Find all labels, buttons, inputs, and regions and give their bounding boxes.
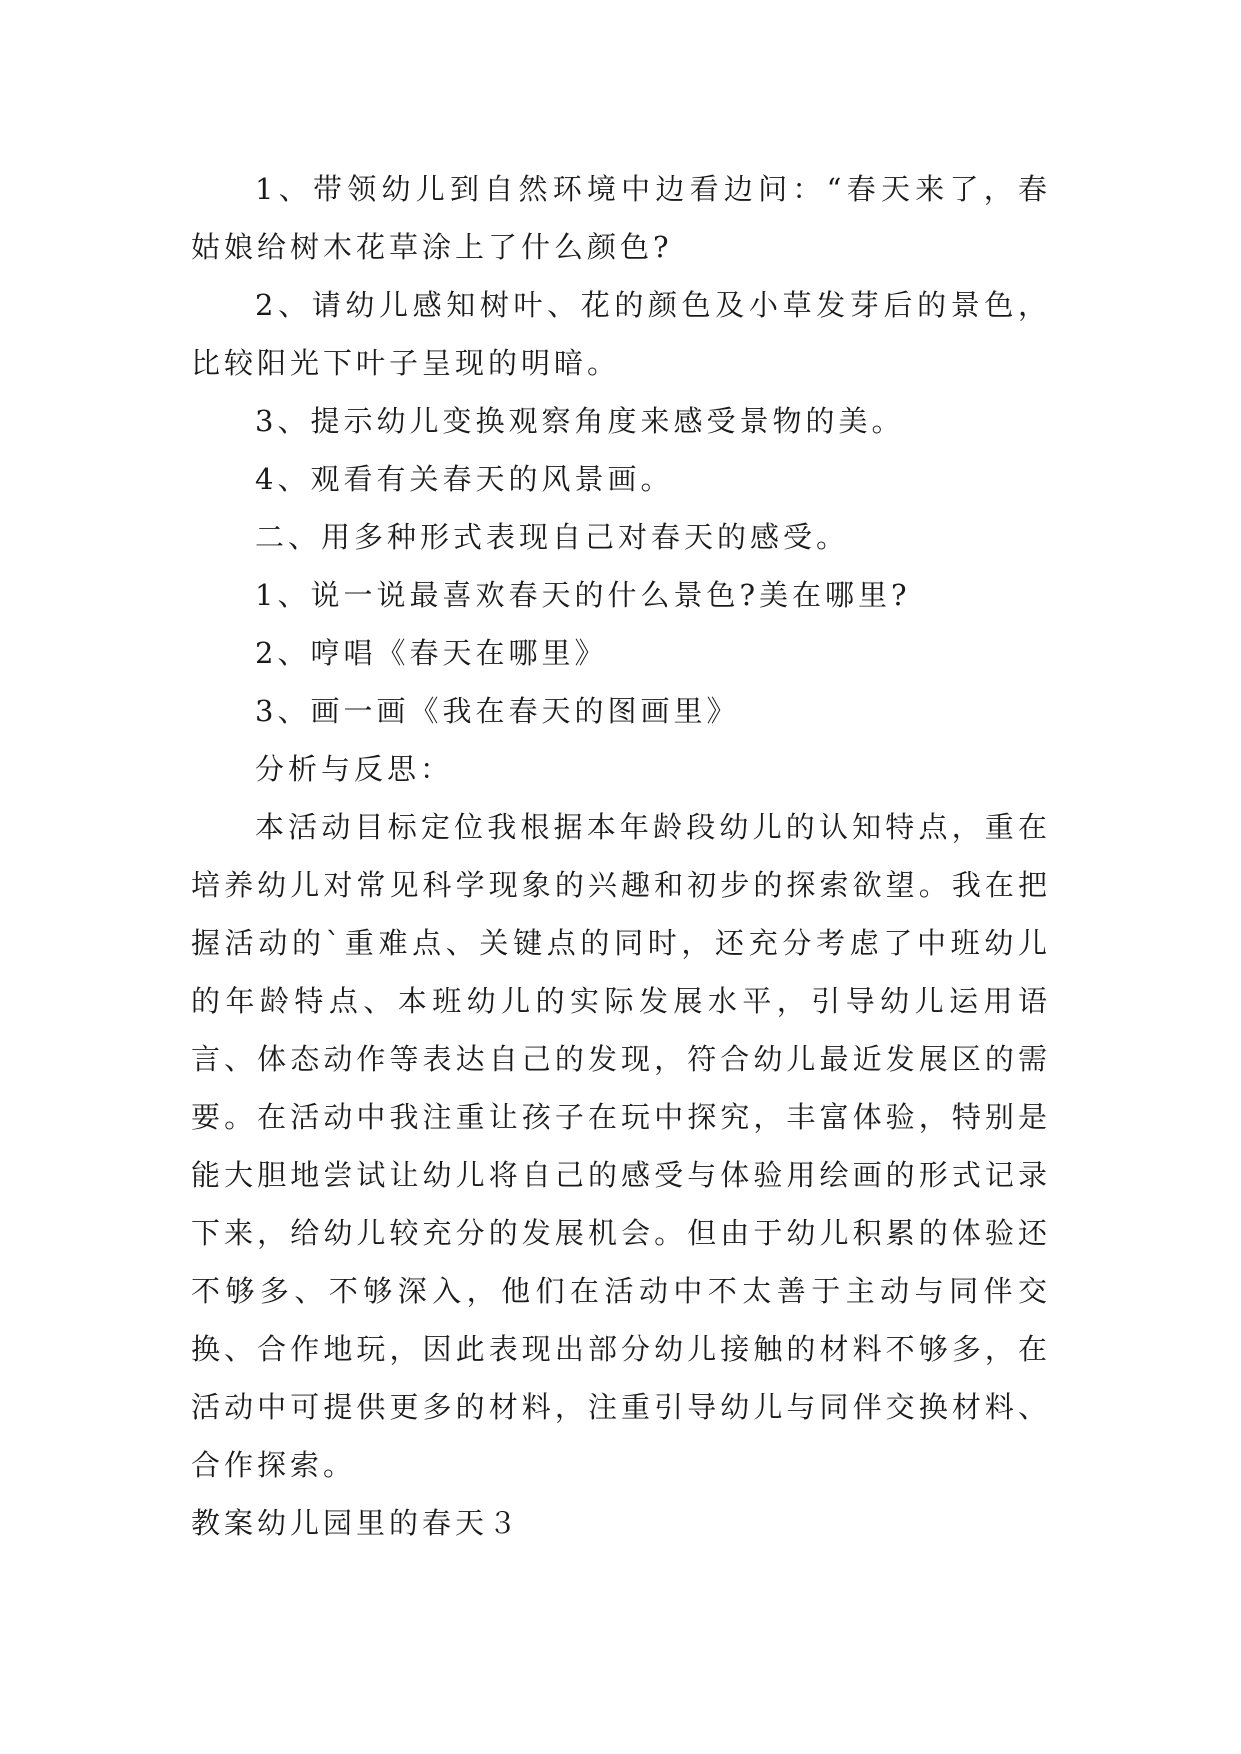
step-1-observe-colors: 1、带领幼儿到自然环境中边看边问：“春天来了，春姑娘给树木花草涂上了什么颜色? <box>191 172 1051 264</box>
section-2-heading: 二、用多种形式表现自己对春天的感受。 <box>255 520 850 554</box>
section-2-step-3: 3、画一画《我在春天的图画里》 <box>255 694 740 728</box>
analysis-heading: 分析与反思： <box>255 752 454 786</box>
document-body <box>191 160 1051 1552</box>
section-2-step-2: 2、哼唱《春天在哪里》 <box>255 636 608 670</box>
analysis-paragraph: 本活动目标定位我根据本年龄段幼儿的认知特点，重在培养幼儿对常见科学现象的兴趣和初步的探索欲望。我在把握活动的`重难点、关键点的同时，还充分考虑了中班幼儿的年龄特点、本班幼儿的实际发展水平，引导幼儿运用语言、体态动作等表达自己的发现，符合幼儿最近发展区的需要。在活动中我注重让孩子在玩中探究，丰富体验，特别是能大胆地尝试让幼儿将自己的感受与体验用绘画的形式记录下来，给幼儿较充分的发展机会。但由于幼儿积累的体验还不够多、不够深入，他们在活动中不太善于主动与同伴交换、合作地玩，因此表现出部分幼儿接触的材料不够多，在活动中可提供更多的材料，注重引导幼儿与同伴交换材料、合作探索。 <box>191 810 1051 1482</box>
step-3-change-angle: 3、提示幼儿变换观察角度来感受景物的美。 <box>255 404 905 438</box>
lesson-plan-title: 教案幼儿园里的春天３ <box>191 1506 522 1540</box>
section-2-step-1: 1、说一说最喜欢春天的什么景色?美在哪里? <box>255 578 911 612</box>
step-4-landscape-painting: 4、观看有关春天的风景画。 <box>255 462 674 496</box>
step-2-perceive-scenery: 2、请幼儿感知树叶、花的颜色及小草发芽后的景色，比较阳光下叶子呈现的明暗。 <box>191 288 1051 380</box>
